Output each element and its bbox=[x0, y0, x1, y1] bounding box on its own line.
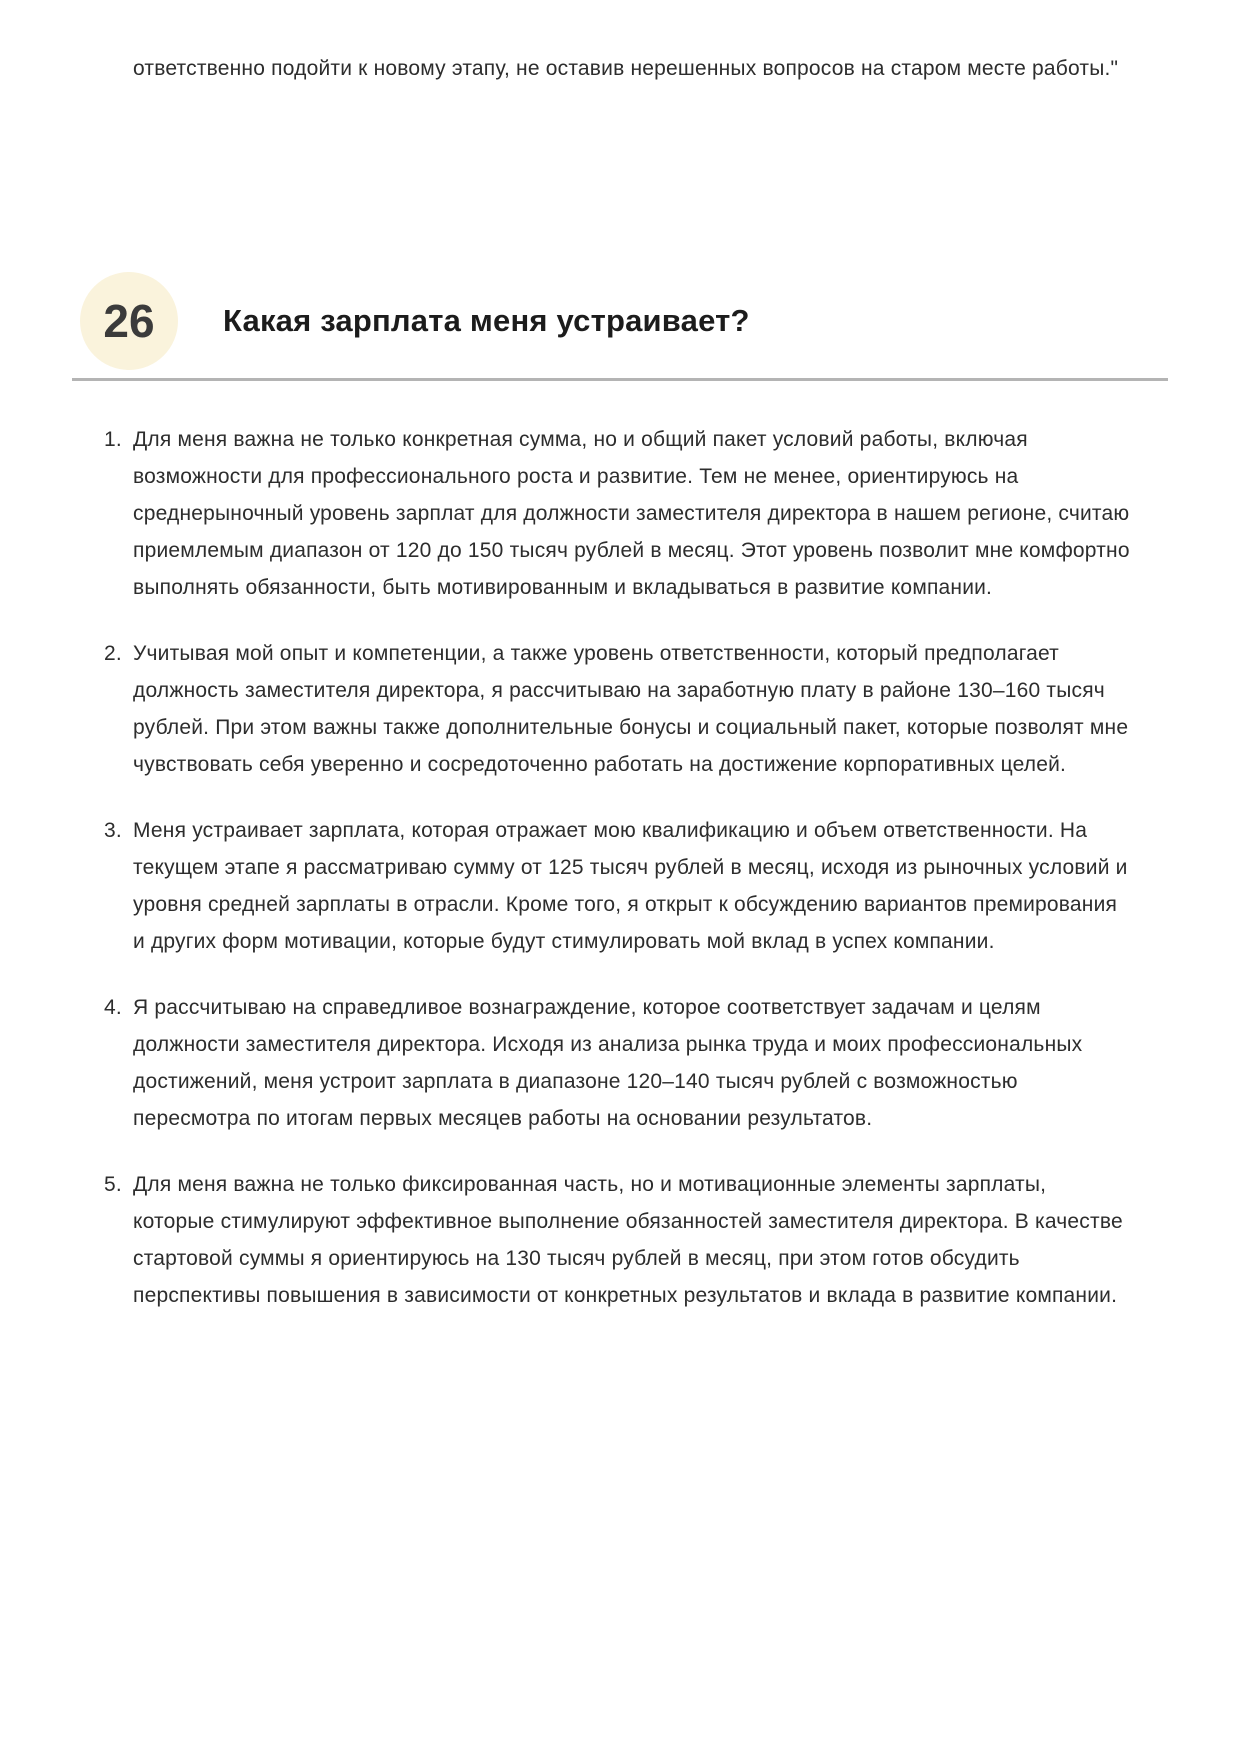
answer-text: Я рассчитываю на справедливое вознаграждение, которое соответствует задачам и целям должности заместителя директора. Исходя из анализа рынка труда и моих профессиональных достижений, меня устроит зарплата в диапазоне 120–140 тысяч рублей с возможностью пересмотра по итогам первых месяцев работы на основании результатов. bbox=[133, 996, 1083, 1130]
answer-number: 4. bbox=[104, 996, 122, 1019]
question-number: 26 bbox=[103, 295, 155, 347]
answer-text: Для меня важна не только конкретная сумма, но и общий пакет условий работы, включая возможности для профессионального роста и развитие. Тем не менее, ориентируюсь на среднерыночный уровень зарплат для должности заместителя директора в нашем регионе, считаю приемлемым диапазон от 120 до 150 тысяч рублей в месяц. Этот уровень позволит мне комфортно выполнять обязанности, быть мотивированным и вкладываться в развитие компании. bbox=[133, 428, 1130, 599]
answer-number: 2. bbox=[104, 642, 122, 665]
answer-text: Для меня важна не только фиксированная часть, но и мотивационные элементы зарплаты, которые стимулируют эффективное выполнение обязанностей заместителя директора. В качестве стартовой суммы я ориентируюсь на 130 тысяч рублей в месяц, при этом готов обсудить перспективы повышения в зависимости от конкретных результатов и вклада в развитие компании. bbox=[133, 1173, 1123, 1307]
answer-item bbox=[104, 812, 1133, 960]
answer-item bbox=[104, 635, 1133, 783]
answer-text: Учитывая мой опыт и компетенции, а также уровень ответственности, который предполагает должность заместителя директора, я рассчитываю на заработную плату в районе 130–160 тысяч рублей. При этом важны также дополнительные бонусы и социальный пакет, которые позволят мне чувствовать себя уверенно и сосредоточенно работать на достижение корпоративных целей. bbox=[133, 642, 1129, 776]
answer-number: 1. bbox=[104, 428, 122, 451]
answer-item bbox=[104, 989, 1133, 1137]
question-title: Какая зарплата меня устраивает? bbox=[223, 303, 750, 338]
section-header bbox=[80, 272, 1169, 370]
answer-text: Меня устраивает зарплата, которая отражает мою квалификацию и объем ответственности. На текущем этапе я рассматриваю сумму от 125 тысяч рублей в месяц, исходя из рыночных условий и уровня средней зарплаты в отрасли. Кроме того, я открыт к обсуждению вариантов премирования и других форм мотивации, которые будут стимулировать мой вклад в успех компании. bbox=[133, 819, 1128, 953]
question-number-badge bbox=[80, 272, 178, 370]
section-divider bbox=[72, 378, 1168, 381]
answer-item bbox=[104, 421, 1133, 606]
answer-number: 5. bbox=[104, 1173, 122, 1196]
intro-paragraph-fragment: ответственно подойти к новому этапу, не оставив нерешенных вопросов на старом месте работы." bbox=[133, 57, 1119, 80]
answers-list bbox=[104, 421, 1133, 1314]
answer-item bbox=[104, 1166, 1133, 1314]
answer-number: 3. bbox=[104, 819, 122, 842]
